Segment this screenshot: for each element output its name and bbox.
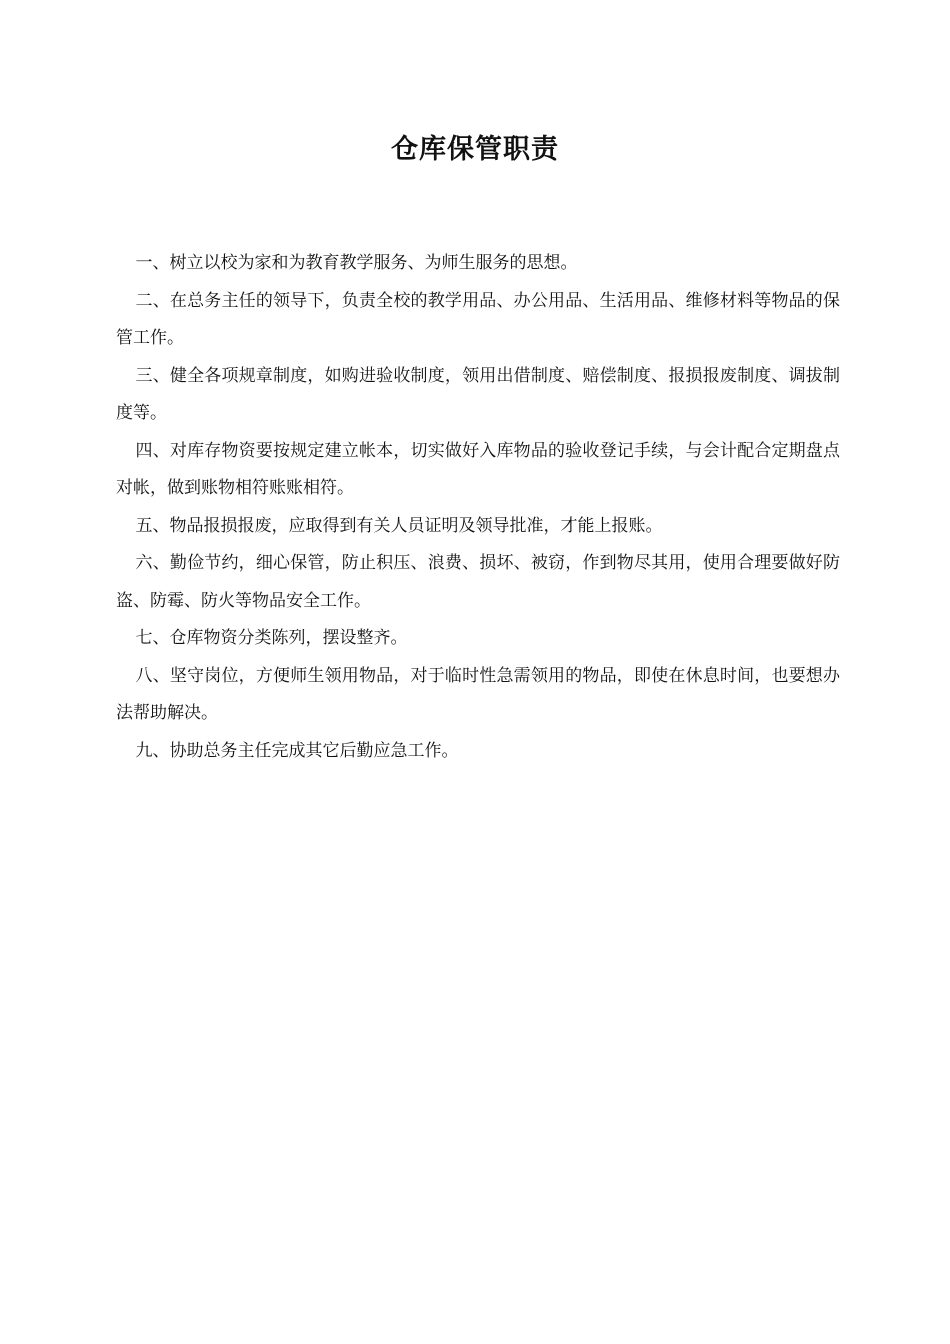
duty-item-7: 七、仓库物资分类陈列，摆设整齐。: [135, 628, 408, 648]
duty-item-6: 六、勤俭节约，细心保管，防止积压、浪费、损坏、被窃，作到物尽其用，使用合理要做好防盗、防霉、防火等物品安全工作。: [116, 553, 840, 611]
document-body: [116, 245, 840, 770]
document-title: 仓库保管职责: [391, 134, 559, 165]
duty-item-9: 九、协助总务主任完成其它后勤应急工作。: [135, 740, 459, 761]
duty-item-2: 二、在总务主任的领导下，负责全校的教学用品、办公用品、生活用品、维修材料等物品的保管工作。: [116, 290, 840, 348]
duty-item-1: 一、树立以校为家和为教育教学服务、为师生服务的思想。: [135, 253, 578, 273]
duty-item-5: 五、物品报损报废，应取得到有关人员证明及领导批准，才能上报账。: [135, 515, 663, 536]
duty-item-4: 四、对库存物资要按规定建立帐本，切实做好入库物品的验收登记手续，与会计配合定期盘点对帐，做到账物相符账账相符。: [116, 440, 840, 498]
duty-item-3: 三、健全各项规章制度，如购进验收制度，领用出借制度、赔偿制度、报损报废制度、调拔制度等。: [116, 365, 840, 423]
duty-item-8: 八、坚守岗位，方便师生领用物品，对于临时性急需领用的物品，即使在休息时间，也要想办法帮助解决。: [116, 665, 840, 723]
